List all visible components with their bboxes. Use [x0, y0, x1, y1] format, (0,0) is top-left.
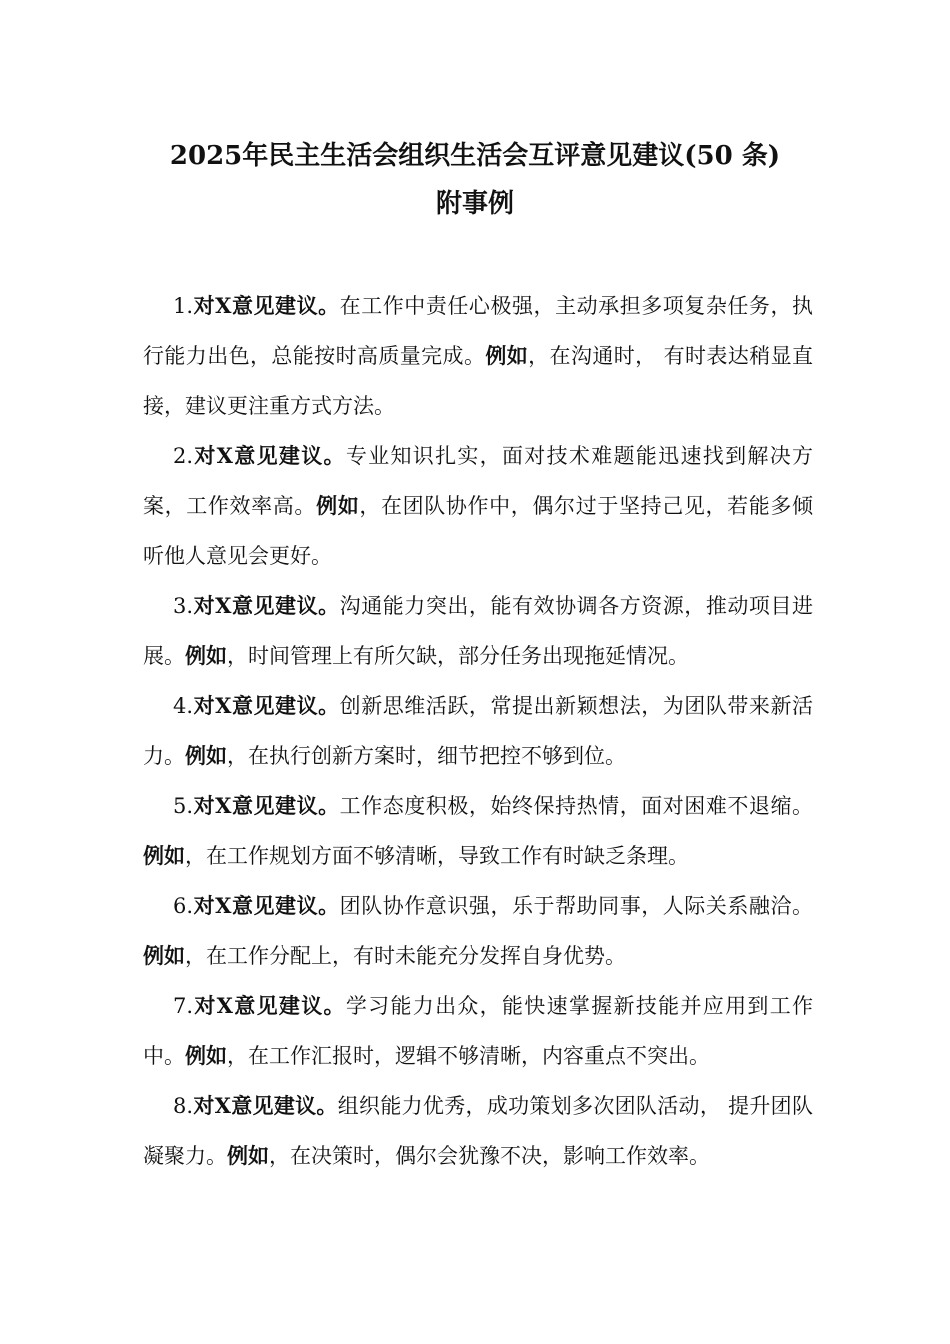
- item-example-text: ，在工作汇报时，逻辑不够清晰，内容重点不突出。: [227, 1044, 710, 1068]
- list-item: [143, 981, 813, 1081]
- item-example-text: ，在团队协作中，偶尔过于坚持己见，若能多倾听他人意见会更好。: [143, 494, 814, 568]
- item-example-text: ，在沟通时， 有时表达稍显直接，建议更注重方式方法。: [143, 344, 813, 418]
- item-number: 4.: [173, 694, 194, 718]
- item-text: 创新思维活跃，常提出新颖想法，为团队带来新活力。: [143, 694, 814, 768]
- item-lead: 对X意见建议。: [193, 293, 340, 318]
- item-text: 工作态度积极，始终保持热情，面对困难不退缩。: [339, 794, 814, 818]
- item-example-label: 例如: [185, 643, 227, 668]
- item-example-text: ，时间管理上有所欠缺，部分任务出现拖延情况。: [227, 644, 689, 668]
- item-example-text: ，在决策时，偶尔会犹豫不决，影响工作效率。: [269, 1144, 710, 1168]
- item-number: 5.: [173, 794, 194, 818]
- item-number: 1.: [173, 294, 194, 318]
- item-lead: 对X意见建议。: [193, 693, 340, 718]
- item-example-text: ，在执行创新方案时，细节把控不够到位。: [227, 744, 626, 768]
- item-example-label: 例如: [185, 743, 227, 768]
- document-body: [143, 281, 813, 1181]
- item-lead: 对X意见建议。: [193, 793, 340, 818]
- item-text: 团队协作意识强，乐于帮助同事，人际关系融洽。: [339, 894, 814, 918]
- item-example-text: ，在工作规划方面不够清晰，导致工作有时缺乏条理。: [185, 844, 689, 868]
- item-text: 学习能力出众，能快速掌握新技能并应用到工作中。: [143, 994, 814, 1068]
- item-example-label: 例如: [227, 1143, 269, 1168]
- document-title: 2025年民主生活会组织生活会互评意见建议(50 条): [169, 141, 781, 171]
- item-lead: 对X意见建议。: [193, 443, 346, 468]
- item-example-label: 例如: [143, 943, 185, 968]
- item-number: 2.: [173, 444, 194, 468]
- item-lead: 对X意见建议。: [193, 593, 340, 618]
- list-item: [143, 881, 813, 981]
- list-item: [143, 681, 813, 781]
- list-item: [143, 781, 813, 881]
- item-number: 8.: [173, 1094, 194, 1118]
- item-number: 7.: [173, 994, 194, 1018]
- list-item: [143, 1081, 813, 1181]
- item-example-text: ，在工作分配上，有时未能充分发挥自身优势。: [185, 944, 626, 968]
- item-example-label: 例如: [316, 493, 360, 518]
- item-lead: 对X意见建议。: [193, 993, 346, 1018]
- list-item: [143, 281, 813, 431]
- item-text: 专业知识扎实，面对技术难题能迅速找到解决方案，工作效率高。: [143, 444, 814, 518]
- document-subtitle: 附事例: [435, 189, 514, 219]
- item-text: 沟通能力突出，能有效协调各方资源，推动项目进展。: [143, 594, 814, 668]
- item-example-label: 例如: [143, 843, 185, 868]
- item-number: 6.: [173, 894, 194, 918]
- item-text: 组织能力优秀，成功策划多次团队活动， 提升团队凝聚力。: [143, 1094, 813, 1168]
- item-lead: 对X意见建议。: [193, 893, 340, 918]
- item-text: 在工作中责任心极强，主动承担多项复杂任务，执行能力出色，总能按时高质量完成。: [143, 294, 814, 368]
- list-item: [143, 581, 813, 681]
- list-item: [143, 431, 813, 581]
- item-lead: 对X意见建议。: [193, 1093, 338, 1118]
- item-example-label: 例如: [485, 343, 529, 368]
- item-number: 3.: [173, 594, 194, 618]
- item-example-label: 例如: [185, 1043, 227, 1068]
